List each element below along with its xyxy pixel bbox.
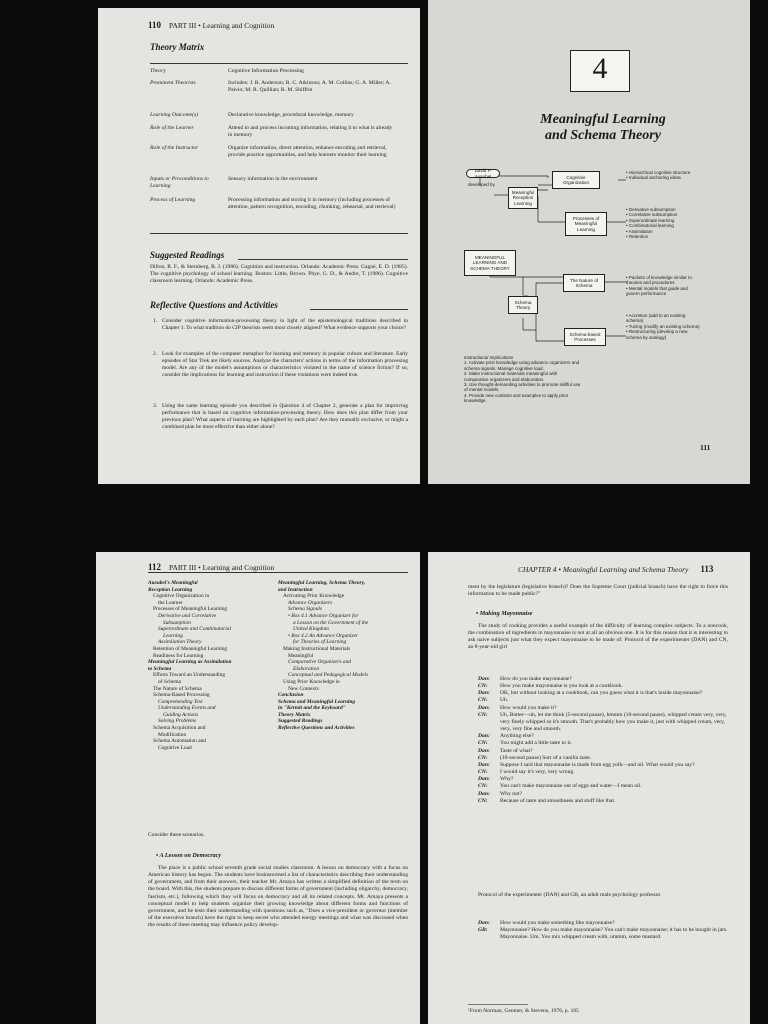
matrix-label: Inputs or Preconditions to Learning bbox=[150, 176, 209, 189]
dialogue-line bbox=[478, 740, 728, 747]
outline-entry: Suggested Readings bbox=[278, 718, 323, 725]
chapter-outline-col2 bbox=[278, 580, 408, 732]
bullet-group bbox=[626, 275, 700, 297]
outline-entry: the Learner bbox=[158, 599, 183, 606]
implication-item: 2. Make instructional materials meaningful with comparative organizers and elaboration. bbox=[464, 371, 558, 382]
outline-entry: Superordinate and Combinatorial bbox=[158, 626, 231, 633]
outline-entry: Guiding Actions bbox=[163, 711, 199, 718]
outline-entry: Reception Learning bbox=[148, 586, 193, 593]
outline-entry: Making Instructional Materials bbox=[283, 645, 351, 652]
chapter-title-line: and Schema Theory bbox=[545, 128, 661, 144]
footnote-rule bbox=[468, 1004, 528, 1005]
dialogue-line bbox=[478, 676, 728, 683]
speaker: Dan: bbox=[478, 776, 490, 783]
dialogue-line bbox=[478, 755, 728, 762]
utterance: OK, but without looking at a cookbook, can you guess what it is that's inside mayonnaise? bbox=[500, 690, 703, 697]
dialogue-line bbox=[478, 712, 728, 733]
speaker: GB: bbox=[478, 927, 488, 934]
diagram-node: David P. Ausubel bbox=[466, 169, 500, 178]
outline-entry: Comprehending Text bbox=[158, 698, 203, 705]
utterance: Uh, Butter—uh, let me think (5-second pause), hmmm (10-second pause), whipped cream very, very, very finely whipped so it's smooth. That's probably how you make it, just with whipped cream, very, very, very fine and smooth. bbox=[500, 711, 727, 733]
dialogue-line bbox=[478, 748, 728, 755]
matrix-label: Theory bbox=[150, 68, 166, 74]
speaker: Dan: bbox=[478, 690, 490, 697]
outline-entry: Schema-Based Processing bbox=[153, 692, 210, 699]
outline-entry: in "Kermit and the Keyboard" bbox=[278, 705, 346, 712]
matrix-value: Processing information and storing it in memory (including processes of attention, pattern recognition, encoding, chunking, rehearsal, and retrieval) bbox=[228, 197, 396, 210]
utterance: Why not? bbox=[500, 790, 522, 797]
matrix-value: Attend to and process incoming information, relating it to what is already in memory bbox=[228, 125, 393, 138]
page-number: 110 bbox=[148, 20, 162, 30]
matrix-label: Prominent Theorists bbox=[150, 80, 196, 86]
utterance: Because of taste and smoothness and stuff like that. bbox=[500, 797, 616, 804]
matrix-value: Cognitive Information Processing bbox=[228, 68, 304, 74]
utterance: How would you make something like mayonnaise? bbox=[500, 920, 615, 926]
outline-entry: Elaboration bbox=[293, 665, 320, 672]
speaker: CN: bbox=[478, 683, 488, 690]
chapter-number: 4 bbox=[592, 52, 608, 85]
outline-entry: • Box 4.1 Advance Organizer for bbox=[288, 612, 359, 619]
bullet-group bbox=[626, 170, 700, 181]
bullet-group bbox=[626, 207, 700, 239]
question-text: Using the same learning episode you described in Question 4 of Chapter 2, generate a plan for improving performance that is based on cognitive information-processing theory. How does this plan differ from your previous plan? What aspects of learning are highlighted by each plan? Are they mutually exclusive, or might a combined plan be more effective than either alone? bbox=[162, 403, 408, 430]
matrix-value: Organize information, direct attention, enhance encoding and retrieval, provide practice opportunities, and help learners monitor their learning bbox=[228, 145, 387, 158]
running-head: PART III • Learning and Cognition bbox=[169, 563, 275, 572]
utterance: Anything else? bbox=[500, 733, 534, 740]
outline-entry: Schema Acquisition and bbox=[153, 725, 206, 732]
outline-entry: Meaningful Learning, Schema Theory, bbox=[278, 580, 366, 586]
bullet-item: • Retention bbox=[626, 233, 649, 239]
speaker: Dan: bbox=[478, 704, 490, 711]
implication-item: 4. Provide new contexts and examples to apply prior knowledge. bbox=[464, 392, 569, 404]
bullet-item: • Assimilation bbox=[626, 228, 653, 234]
dialogue-line bbox=[478, 697, 728, 704]
matrix-value: Includes: J. R. Anderson; R. C. Atkinson; A. M. Collins; G. A. Miller; A. Paivio; M. R. Quillian; R. M. Shiffrin bbox=[228, 80, 391, 93]
speaker: Dan: bbox=[478, 761, 490, 768]
outline-entry: The Nature of Schema bbox=[153, 685, 202, 692]
diagram-node: The Nature of Schema bbox=[563, 274, 605, 292]
question-number: 1. bbox=[153, 318, 158, 324]
dialogue-line bbox=[478, 783, 728, 790]
intro-text: ment by the legislature (legislative branch)? Does the Supreme Court (judicial branch) have the right to force this information to be made public?" bbox=[468, 584, 728, 598]
outline-entry: Activating Prior Knowledge bbox=[283, 593, 345, 600]
matrix-value: Sensory information in the environment bbox=[228, 176, 318, 182]
outline-entry: Reflective Questions and Activities bbox=[278, 725, 355, 732]
question-text: Look for examples of the computer metaphor for learning and memory in popular culture and literature. Early episodes of Star Trek are likely sources. Analyze the characters' actions in terms of the information processing model. Are any of the model's assumptions or characteristics violated in the name of science fiction? If so, consider the implications for learning and instruction if these violations were indeed true. bbox=[162, 351, 408, 378]
bullet-item: • Correlative subsumption bbox=[626, 212, 678, 218]
outline-entry: Retention of Meaningful Learning bbox=[153, 645, 228, 652]
bullet-item: • Mental models that guide and govern performance bbox=[626, 285, 688, 297]
utterance: How do you make mayonnaise? bbox=[500, 676, 572, 682]
utterance: How you make mayonnaise is you look at a cookbook. bbox=[500, 683, 623, 690]
divider bbox=[150, 233, 408, 234]
page-111 bbox=[428, 0, 750, 484]
outline-entry: Assimilation Theory bbox=[158, 639, 202, 646]
utterance: (10-second pause) Sort of a vanilla taste. bbox=[500, 754, 592, 761]
question-item bbox=[153, 403, 408, 431]
theory-matrix bbox=[150, 68, 408, 248]
speaker: CN: bbox=[478, 697, 488, 704]
outline-entry: New Contexts bbox=[288, 685, 319, 692]
dialogue-line bbox=[478, 798, 728, 805]
dialogue-adult bbox=[478, 920, 728, 941]
divider bbox=[150, 63, 408, 64]
matrix-label: Learning Outcome(s) bbox=[150, 112, 199, 118]
diagram-node: Processes of Meaningful Learning bbox=[565, 212, 607, 236]
implication-item: 1. Activate prior knowledge using advance organizers and schema signals. Manage cognitive load. bbox=[464, 360, 580, 371]
speaker: CN: bbox=[478, 769, 488, 776]
diagram-node: Schema Theory bbox=[508, 296, 538, 314]
outline-entry: Ausubel's Meaningful bbox=[148, 580, 198, 586]
outline-entry: Readiness for Learning bbox=[153, 652, 204, 659]
outline-entry: Comparative Organizers and bbox=[288, 659, 351, 666]
dialogue-child bbox=[478, 676, 728, 805]
outline-entry: Schema and Meaningful Learning bbox=[278, 698, 356, 705]
outline-entry: Derivative and Correlative bbox=[158, 612, 217, 619]
utterance: Taste of what? bbox=[500, 747, 533, 754]
utterance: Suppose I said that mayonnaise is made from egg yolk—and oil. What would you say? bbox=[500, 761, 695, 768]
mayo-text: The study of cooking provides a useful example of the difficulty of learning complex subjects. To a noncook, the combination of ingredients in mayonnaise is not at all an obvious one. It is for this reason that it is interesting to ask naive subjects just what they expect mayonnaise to be made of: Protocol of the experimenter (DAN) and CN, an 8-year-old girl bbox=[468, 623, 728, 651]
matrix-label: Role of the Instructor bbox=[150, 145, 199, 151]
outline-entry: Solving Problems bbox=[158, 718, 196, 725]
lesson-heading: • A Lesson on Democracy bbox=[156, 852, 222, 859]
utterance: Uh. bbox=[500, 697, 509, 704]
outline-entry: Advance Organizers bbox=[288, 599, 332, 606]
speaker: Dan: bbox=[478, 747, 490, 754]
diagram-node: Meaningful Reception Learning bbox=[508, 187, 538, 209]
implication-item: 3. Use thought-demanding activities to promote skillful use of mental models. bbox=[464, 381, 581, 393]
outline-entry: Using Prior Knowledge in bbox=[283, 678, 340, 685]
matrix-label: Process of Learning bbox=[150, 197, 196, 203]
outline-entry: Schema Signals bbox=[288, 606, 322, 613]
outline-entry: Conceptual and Pedagogical Models bbox=[288, 672, 369, 679]
outline-entry: Theory Matrix bbox=[278, 711, 311, 718]
chapter-outline-col1 bbox=[148, 580, 278, 751]
question-number: 3. bbox=[153, 403, 158, 409]
matrix-label: Role of the Learner bbox=[150, 125, 194, 131]
bullet-item: • Derivative subsumption bbox=[626, 207, 676, 212]
divider bbox=[148, 572, 408, 573]
dialogue-line bbox=[478, 762, 728, 769]
dialogue-line bbox=[478, 705, 728, 712]
page-number: 113 bbox=[700, 564, 714, 574]
outline-entry: United Kingdom bbox=[293, 626, 329, 633]
question-item bbox=[153, 318, 408, 332]
dialogue-line bbox=[478, 927, 728, 941]
speaker: CN: bbox=[478, 754, 488, 761]
dialogue-line bbox=[478, 769, 728, 776]
speaker: CN: bbox=[478, 783, 488, 790]
bullet-item: • Packets of knowledge similar to theories and procedures bbox=[626, 275, 692, 286]
dialogue-line bbox=[478, 733, 728, 740]
readings-text: Dillon, R. F., & Sternberg, R. J. (1986). Cognition and instruction. Orlando: Academic Press. Gagné, E. D. (1985). The cognitive psychology of school learning. Boston: Little, Brown. Phye, G. D., & Andre, T. (1986). Cognitive classroom learning. Orlando: Academic Press. bbox=[150, 264, 408, 285]
utterance: How would you make it? bbox=[500, 704, 557, 711]
outline-entry: Cognitive Load bbox=[158, 744, 192, 751]
speaker: Dan: bbox=[478, 676, 490, 682]
outline-entry: Cognitive Organization in bbox=[153, 593, 210, 600]
dialogue-line bbox=[478, 690, 728, 697]
divider bbox=[238, 259, 408, 260]
footnote: ¹From Norman, Gentner, & Stevens, 1976, p. 185 bbox=[468, 1008, 579, 1014]
lesson-text: The place is a public school seventh grade social studies classroom. A lesson on democracy with a focus on American history has begun. The students have brainstormed a list of characteristics describing their understanding of government, and from their answers, their teacher Mr. Amaya has written a simplified definition of the term on the board. With this, the students prepare to discuss different forms of government (including oligarchy, democracy, fascism, etc.), following which they will focus on democracy and all its related concepts. Mr. Amaya presents a conceptual model to help students organize their growing knowledge about different forms and functions of government, and he tests their understanding with questions such as, "Does a vice-president or governor (member of the executive branch) have the right to keep secret who attended energy meetings and what was discussed when the results of these meeting may influence policy develop- bbox=[148, 865, 408, 929]
utterance: I would say it's very, very wrong. bbox=[500, 769, 575, 776]
outline-entry: Meaningful Learning as Assimilation bbox=[148, 659, 232, 666]
page-header bbox=[148, 20, 274, 30]
diagram-node: Schema-based Processes bbox=[564, 328, 606, 346]
outline-entry: a Lesson on the Government of the bbox=[293, 619, 369, 626]
outline-entry: Learning bbox=[163, 632, 183, 639]
outline-entry: • Box 4.2 An Advance Organizer bbox=[288, 632, 359, 639]
section-heading: Theory Matrix bbox=[150, 42, 205, 52]
outline-entry: to Schema bbox=[148, 665, 172, 672]
page-113 bbox=[428, 552, 750, 1024]
diagram-label: developed by bbox=[468, 182, 495, 187]
page-112 bbox=[96, 552, 420, 1024]
question-item bbox=[153, 351, 408, 379]
page-110 bbox=[98, 8, 420, 484]
outline-entry: Conclusion bbox=[278, 692, 304, 699]
speaker: Dan: bbox=[478, 920, 490, 926]
running-head: PART III • Learning and Cognition bbox=[169, 21, 275, 30]
page-number: 112 bbox=[148, 562, 162, 572]
page-header bbox=[148, 562, 274, 572]
outline-entry: Efforts Toward an Understanding bbox=[153, 672, 226, 679]
outline-entry: Understanding Events and bbox=[158, 705, 216, 712]
utterance: You might add a little taste to it. bbox=[500, 740, 572, 747]
bullet-item: • Tuning (modify an existing schema) bbox=[626, 323, 700, 329]
dialogue-line bbox=[478, 791, 728, 798]
page-number: 111 bbox=[700, 443, 711, 452]
reflect-heading: Reflective Questions and Activities bbox=[150, 300, 278, 310]
outline-entry: Processes of Meaningful Learning bbox=[153, 606, 228, 613]
utterance: Mayonnaise? How do you make mayonnaise? You can't make mayonnaise; it has to be bought in jars. Mayonnaise. Um. You mix whipped cream with, ummm, some mustard. bbox=[500, 927, 728, 941]
bullet-item: • Individual anchoring ideas bbox=[626, 175, 681, 181]
readings-heading: Suggested Readings bbox=[150, 250, 225, 260]
speaker: CN: bbox=[478, 711, 488, 718]
chapter-title-line: Meaningful Learning bbox=[540, 112, 666, 127]
implications bbox=[464, 355, 582, 404]
protocol-text: Protocol of the experimenter (DAN) and GB, an adult male psychology professor bbox=[478, 892, 661, 898]
page-header bbox=[518, 564, 721, 574]
outline-entry: Meaningful bbox=[288, 652, 314, 659]
speaker: CN: bbox=[478, 797, 488, 804]
speaker: CN: bbox=[478, 740, 488, 747]
outline-entry: of Schema bbox=[158, 678, 181, 685]
diagram-node: MEANINGFUL LEARNING AND SCHEMA THEORY bbox=[464, 250, 516, 276]
matrix-value: Declarative knowledge, procedural knowledge, memory bbox=[228, 112, 354, 118]
divider bbox=[310, 309, 408, 310]
running-head: CHAPTER 4 • Meaningful Learning and Schema Theory bbox=[518, 565, 689, 574]
outline-entry: and Instruction bbox=[278, 586, 313, 593]
mayo-heading: • Making Mayonnaise bbox=[476, 610, 533, 617]
outline-entry: Subsumption bbox=[163, 619, 191, 626]
outline-entry: Modification bbox=[158, 731, 187, 738]
diagram-node: Cognitive Organization bbox=[552, 171, 600, 189]
bullet-item: • Accretion (add to an existing schema) bbox=[626, 313, 686, 324]
dialogue-line bbox=[478, 920, 728, 927]
consider-text: Consider these scenarios. bbox=[148, 832, 205, 838]
bullet-item: • Hierarchical cognitive structure bbox=[626, 170, 691, 175]
implications-heading: Instructional Implications bbox=[464, 355, 514, 360]
concept-diagram-lines bbox=[428, 0, 750, 484]
bullet-item: • Restructuring (develop a new schema by analogy) bbox=[626, 329, 688, 340]
dialogue-line bbox=[478, 683, 728, 690]
utterance: You can't make mayonnaise out of eggs and water—I mean oil. bbox=[500, 783, 642, 790]
bullet-item: • Superordinate learning bbox=[626, 217, 675, 223]
bullet-item: • Combinatorial learning bbox=[626, 223, 674, 229]
outline-entry: for Theories of Learning bbox=[293, 639, 347, 646]
speaker: Dan: bbox=[478, 790, 490, 797]
speaker: Dan: bbox=[478, 733, 490, 740]
question-text: Consider cognitive information-processing theory in light of the epistemological traditions described in Chapter 1. To what tradition do CIP theorists seem most closely aligned? What evidence supports your choice? bbox=[162, 318, 408, 331]
question-number: 2. bbox=[153, 351, 158, 357]
bullet-group bbox=[626, 313, 700, 340]
utterance: Why? bbox=[500, 776, 514, 783]
outline-entry: Schema Automation and bbox=[153, 738, 206, 745]
